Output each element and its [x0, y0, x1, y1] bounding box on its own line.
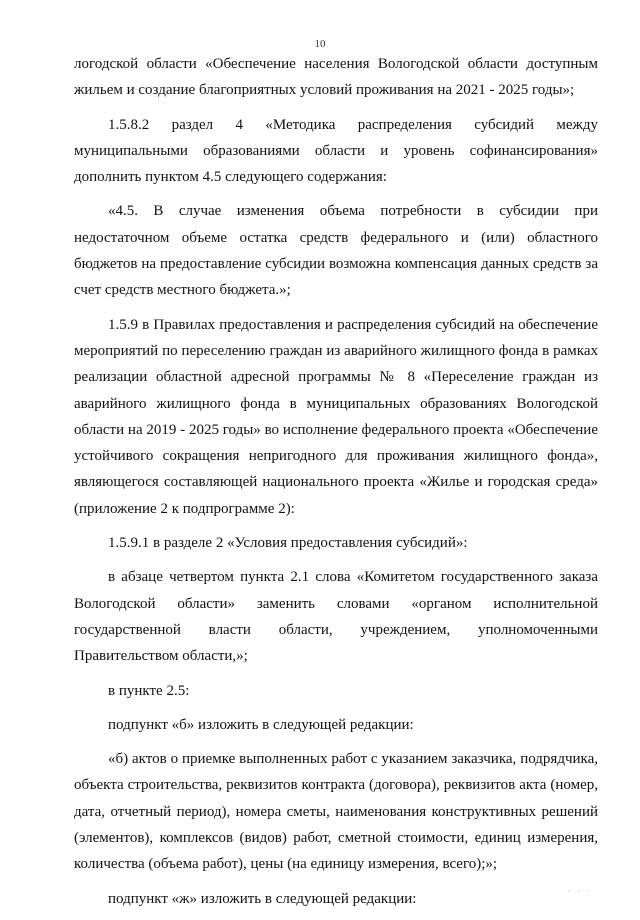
- paragraph-quoted-4-5: «4.5. В случае изменения объема потребности в субсидии при недостаточном объеме остатка средств федерального и (или) областного бюджетов на предоставление субсидии возможна компенсация данных средств за счет средств местного бюджета.»;: [74, 203, 598, 299]
- paragraph-clause-2-1: в абзаце четвертом пункта 2.1 слова «Комитетом государственного заказа Вологодской области» заменить словами «органом исполнительной государственной власти области, учреждением, уполномоченными Правительством области,»;: [74, 569, 598, 665]
- document-body: [74, 51, 598, 920]
- paragraph-continuation: логодской области «Обеспечение населения Вологодской области доступным жильем и создание благоприятных условий проживания на 2021 - 2025 годы»;: [74, 56, 598, 99]
- paragraph-1-5-9-1: 1.5.9.1 в разделе 2 «Условия предоставления субсидий»:: [108, 535, 468, 552]
- scan-mark: · · ·: [567, 887, 592, 897]
- paragraph-subclause-zh-intro: подпункт «ж» изложить в следующей редакции:: [108, 890, 417, 907]
- page-number: 10: [314, 38, 326, 50]
- paragraph-1-5-8-2: 1.5.8.2 раздел 4 «Методика распределения субсидий между муниципальными образованиями области и уровень софинансирования» дополнить пунктом 4.5 следующего содержания:: [74, 116, 598, 186]
- paragraph-subclause-b-text: «б) актов о приемке выполненных работ с указанием заказчика, подрядчика, объекта строительства, реквизитов контракта (договора), реквизитов акта (номер, дата, отчетный период), номера сметы, наименования конструктивных решений (элементов), комплексов (видов) работ, сметной стоимости, единиц измерения, количества (объема работ), цены (на единицу измерения, всего);»;: [74, 751, 598, 873]
- paragraph-subclause-b-intro: подпункт «б» изложить в следующей редакции:: [108, 716, 414, 733]
- paragraph-clause-2-5: в пункте 2.5:: [108, 682, 190, 699]
- paragraph-1-5-9: 1.5.9 в Правилах предоставления и распределения субсидий на обеспечение мероприятий по переселению граждан из аварийного жилищного фонда в рамках реализации областной адресной программы № 8 «Переселение граждан из аварийного жилищного фонда в муниципальных образованиях Вологодской области на 2019 - 2025 годы» во исполнение федерального проекта «Обеспечение устойчивого сокращения непригодного для проживания жилищного фонда», являющегося составляющей национального проекта «Жилье и городская среда» (приложение 2 к подпрограмме 2):: [74, 316, 598, 517]
